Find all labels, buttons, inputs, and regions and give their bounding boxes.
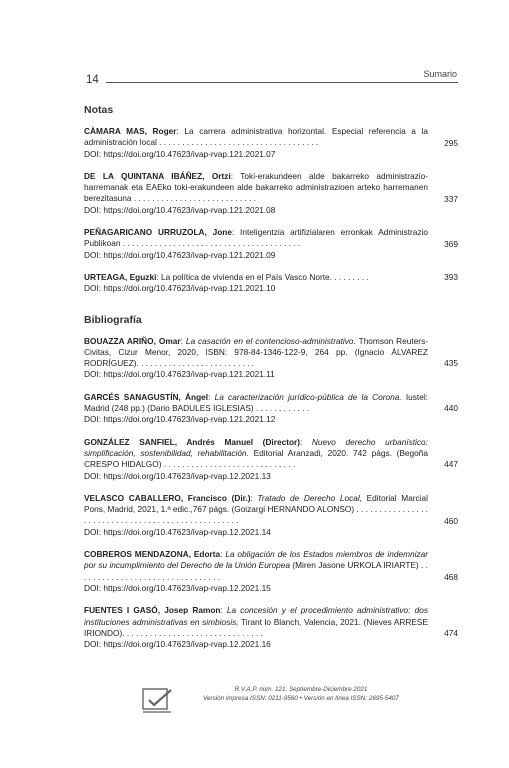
entry-author: PEÑAGARICANO URRUZOLA, Jone (84, 227, 232, 238)
entry-text: Tirant lo Blanch, Valencia, 2021. (Nieves ARRESE IRIONDO). . . . . . . . . . . . . . . . . . . . . . . . . . . . . . . (84, 616, 428, 638)
entry-text: Editorial Marcial Pons, Madrid, 2021, 1.ª edic.,767 págs. (Goizargi HERNANDO ALONSO) . . . . . . . . . . . . . . . . . . . . . . . . . . . . . . . . . . . . . . . . . . . . . . . . . . (84, 492, 428, 526)
entry-doi-link[interactable]: DOI: https://doi.org/10.47623/ivap-rvap.121.2021.09 (84, 249, 276, 260)
toc-entry-body (84, 171, 458, 216)
entry-doi-link[interactable]: DOI: https://doi.org/10.47623/ivap-rvap.12.2021.14 (84, 526, 271, 537)
toc-entry-body (84, 272, 458, 295)
toc-entry (84, 493, 458, 538)
toc-entry-body (84, 437, 458, 482)
entry-page-number: 474 (444, 627, 458, 638)
entry-title: La caracterización jurídico-pública de la Corona. (214, 391, 402, 402)
bibliografia-list (84, 336, 458, 651)
entry-separator: : (220, 605, 227, 616)
entry-title: La concesión y el procedimiento administrativo: dos instituciones administrativas en simbiosis, (84, 605, 428, 627)
entry-text: : La carrera administrativa horizontal. Especial referencia a la administración local . . . . . . . . . . . . . . . . . . . . . . . . . . . . . . . . . . . (84, 126, 428, 148)
toc-entry (84, 126, 458, 160)
entry-title: Nuevo derecho urbanístico: simplificación, sostenibilidad, rehabilitación. (84, 436, 428, 458)
entry-doi-link[interactable]: DOI: https://doi.org/10.47623/ivap-rvap.121.2021.10 (84, 283, 276, 294)
toc-entry-body (84, 392, 458, 426)
entry-text: Iustel: Madrid (248 pp.) (Dario BADULES IGLESIAS) . . . . . . . . . . . . (84, 391, 428, 414)
entry-separator: : (180, 335, 186, 346)
toc-entry (84, 171, 458, 216)
entry-separator: : (300, 436, 312, 447)
notas-list (84, 126, 458, 295)
entry-doi-link[interactable]: DOI: https://doi.org/10.47623/ivap-rvap.12.2021.13 (84, 470, 271, 481)
entry-text: (Miren Jasone URKOLA IRIARTE) . . . . . . . . . . . . . . . . . . . . . . . . . . . . . . . . (84, 560, 428, 582)
section-heading-bibliografia: Bibliografía (84, 313, 142, 326)
header-rule (106, 82, 458, 83)
toc-entry (84, 392, 458, 426)
entry-author: DE LA QUINTANA IBÁÑEZ, Ortzi (84, 170, 231, 181)
section-heading-notas: Notas (84, 104, 114, 116)
toc-entry (84, 272, 458, 295)
toc-entry (84, 549, 458, 594)
entry-text: Editorial Aranzadi, 2020. 742 págs. (Begoña CRESPO HIDALGO) . . . . . . . . . . . . . . . . . . . . . . . . . . . . . (84, 447, 429, 470)
page-number: 14 (86, 74, 99, 86)
entry-page-number: 369 (444, 238, 458, 249)
entry-author: COBREROS MENDAZONA, Edorta (84, 549, 221, 560)
entry-text: : Toki-erakundeen alde bakarreko administrazio-harremanak eta EAEko toki-erakundeen alde bakarreko administrazioen arteko harremanen berezitasuna . . . . . . . . . . . . . . . . . . . . . . . . . . . (84, 170, 428, 204)
entry-page-number: 440 (444, 403, 458, 414)
entry-author: GARCÉS SANAGUSTÍN, Ángel (84, 391, 209, 402)
toc-entry (84, 336, 458, 381)
entry-text: : La política de vivienda en el País Vasco Norte. . . . . . . . . (156, 271, 369, 282)
entry-title: La obligación de los Estados miembros de indemnizar por su incumplimiento del Derecho de la Unión Europea (84, 549, 428, 571)
toc-entry-body (84, 549, 458, 594)
entry-page-number: 468 (444, 571, 458, 582)
toc-entry (84, 605, 458, 650)
entry-doi-link[interactable]: DOI: https://doi.org/10.47623/ivap-rvap.121.2021.08 (84, 204, 276, 215)
entry-author: GONZÁLEZ SANFIEL, Andrés Manuel (Director) (84, 436, 301, 447)
entry-doi-link[interactable]: DOI: https://doi.org/10.47623/ivap-rvap.121.2021.07 (84, 148, 276, 159)
footer-publication-info (176, 686, 426, 703)
table-of-contents (84, 104, 458, 661)
entry-author: VELASCO CABALLERO, Francisco (Dir.) (84, 492, 251, 503)
entry-text: Thomson Reuters-Civitas, Cizur Menor, 2020, ISBN: 978-84-1346-122-9, 264 pp. (Ignacio ÁLVAREZ RODRÍGUEZ). . . . . . . . . . . . . . . . . . . . . . . . . . (84, 335, 428, 369)
entry-author: URTEAGA, Eguzki (84, 271, 157, 282)
entry-author: BOUAZZA ARIÑO, Omar (84, 335, 181, 346)
toc-entry-body (84, 336, 458, 381)
entry-page-number: 435 (444, 358, 458, 369)
publisher-logo (140, 686, 176, 718)
entry-text: : Inteligentzia artifizialaren erronkak Administrazio Publikoan . . . . . . . . . . . . . . . . . . . . . . . . . . . . . . . . . . . . . . . (84, 227, 428, 249)
toc-entry-body (84, 605, 458, 650)
entry-page-number: 295 (444, 137, 458, 148)
entry-doi-link[interactable]: DOI: https://doi.org/10.47623/ivap-rvap.12.2021.16 (84, 639, 271, 650)
entry-page-number: 393 (444, 271, 458, 282)
toc-entry-body (84, 493, 458, 538)
entry-doi-link[interactable]: DOI: https://doi.org/10.47623/ivap-rvap.12.2021.15 (84, 582, 271, 593)
toc-entry-body (84, 227, 458, 261)
entry-author: FUENTES I GASÓ, Josep Ramon (84, 605, 221, 616)
footer-issue: R.V.A.P. núm. 121. Septiembre-Diciembre 2021 (234, 686, 368, 693)
header-title: Sumario (423, 69, 457, 79)
entry-author: CÀMARA MAS, Roger (84, 126, 177, 136)
entry-separator: : (208, 391, 215, 402)
entry-page-number: 337 (444, 193, 458, 204)
entry-separator: : (220, 549, 226, 560)
entry-doi-link[interactable]: DOI: https://doi.org/10.47623/ivap-rvap.121.2021.11 (84, 369, 275, 380)
entry-page-number: 447 (444, 459, 458, 470)
entry-page-number: 460 (444, 515, 458, 526)
entry-title: Tratado de Derecho Local, (257, 492, 363, 503)
toc-entry (84, 227, 458, 261)
toc-entry (84, 437, 458, 482)
entry-separator: : (250, 492, 258, 503)
footer-issn: Versión impresa ISSN: 0211-9560 • Versión en línea ISSN: 2695-5407 (203, 694, 399, 702)
entry-title: La casación en el contencioso-administrativo. (185, 335, 356, 346)
entry-doi-link[interactable]: DOI: https://doi.org/10.47623/ivap-rvap.121.2021.12 (84, 414, 276, 425)
toc-entry-body (84, 126, 458, 160)
